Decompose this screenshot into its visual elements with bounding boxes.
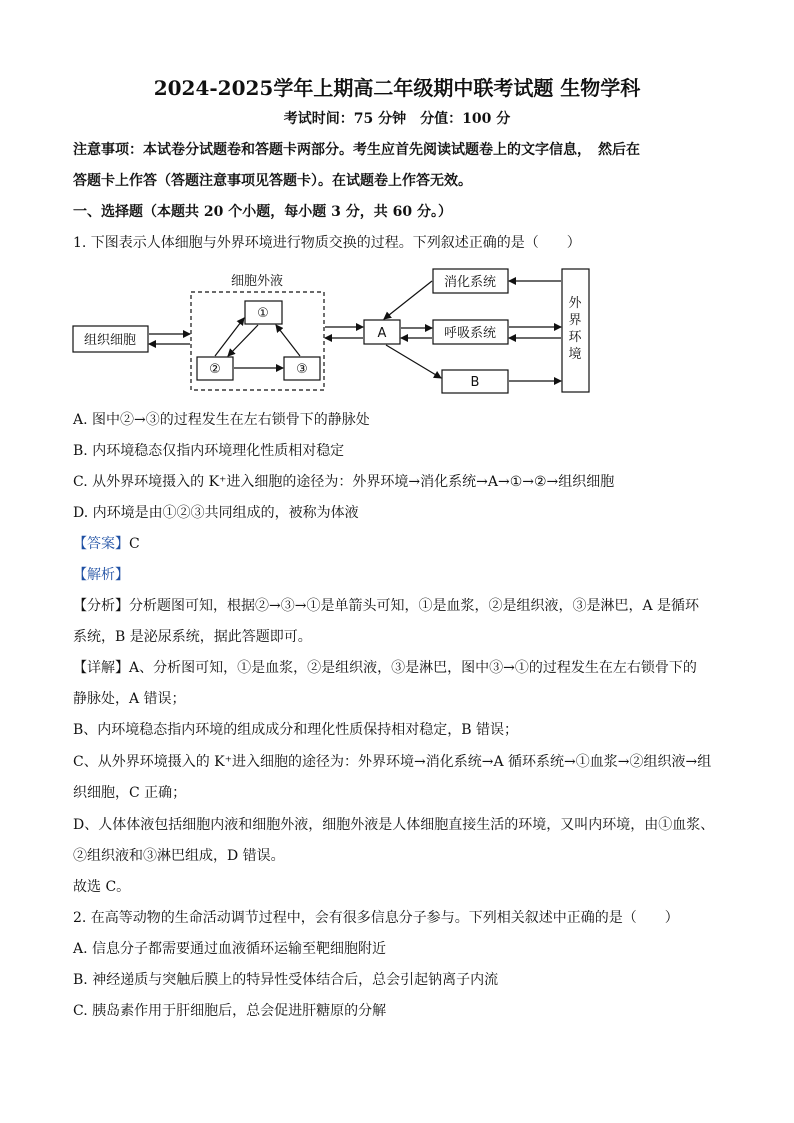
conclusion: 故选 C。 — [73, 879, 131, 895]
fenxi-line-1 — [73, 596, 734, 616]
fenxi-line-2: 系统，B 是泌尿系统，据此答题即可。 — [73, 629, 312, 645]
xiangjie-text-1: A、分析图可知，①是血浆，②是组织液，③是淋巴，图中③→①的过程发生在左右锁骨下的 — [129, 660, 697, 676]
q1-option-d: D. 内环境是由①②③共同组成的，被称为体液 — [73, 505, 359, 521]
respiratory-label: 呼吸系统 — [443, 326, 497, 341]
fenxi-text-1: 分析题图可知，根据②→③→①是单箭头可知，①是血浆，②是组织液，③是淋巴，A 是循环 — [129, 598, 700, 614]
node-1-label: ① — [257, 306, 269, 321]
extracellular-label: 细胞外液 — [230, 274, 284, 289]
arrow-1-to-2 — [228, 325, 258, 356]
q2-option-b: B. 神经递质与突触后膜上的特异性受体结合后，总会引起钠离子内流 — [73, 972, 499, 988]
external-char-1: 外 — [568, 296, 582, 311]
external-char-2: 界 — [568, 313, 582, 328]
notice-line-2: 答题卡上作答（答题注意事项见答题卡）。在试题卷上作答无效。 — [73, 173, 472, 189]
external-char-3: 环 — [568, 330, 582, 345]
xiangjie-line-4: C、从外界环境摄入的 K⁺进入细胞的途径为：外界环境→消化系统→A 循环系统→①血浆→②组织液→组 — [73, 754, 712, 770]
node-3-label: ③ — [296, 362, 308, 377]
question-2-stem: 2. 在高等动物的生命活动调节过程中，会有很多信息分子参与。下列相关叙述中正确的是（ ） — [73, 910, 679, 926]
question-1-stem: 1. 下图表示人体细胞与外界环境进行物质交换的过程。下列叙述正确的是（ ） — [73, 235, 581, 251]
xiangjie-tag: 【详解】 — [73, 660, 129, 676]
tissue-cell-label: 组织细胞 — [83, 333, 137, 348]
page-title: 2024-2025学年上期高二年级期中联考试题 生物学科 — [153, 76, 641, 100]
analysis-tag: 【解析】 — [73, 567, 129, 583]
xiangjie-line-1 — [73, 658, 734, 678]
fenxi-tag: 【分析】 — [73, 598, 129, 614]
node-2-label: ② — [209, 362, 221, 377]
digestive-label: 消化系统 — [443, 275, 497, 290]
arrow-a-to-b — [386, 345, 441, 378]
arrow-digestive-to-a — [384, 281, 432, 319]
q2-option-a: A. 信息分子都需要通过血液循环运输至靶细胞附近 — [73, 941, 387, 957]
xiangjie-line-5: 织细胞，C 正确； — [73, 785, 187, 801]
external-char-4: 境 — [568, 347, 582, 362]
notice-line-1: 注意事项：本试卷分试题卷和答题卡两部分。考生应首先阅读试题卷上的文字信息， 然后在 — [73, 142, 640, 158]
q1-option-c: C. 从外界环境摄入的 K⁺进入细胞的途径为：外界环境→消化系统→A→①→②→组织细胞 — [73, 474, 615, 490]
answer-value: C — [129, 536, 140, 552]
section-heading: 一、选择题（本题共 20 个小题，每小题 3 分，共 60 分。） — [73, 204, 452, 220]
q1-option-b: B. 内环境稳态仅指内环境理化性质相对稳定 — [73, 443, 345, 459]
arrow-3-to-1 — [276, 325, 300, 356]
node-a-label: A — [377, 326, 387, 341]
node-b-label: B — [470, 375, 480, 390]
xiangjie-line-6: D、人体体液包括细胞内液和细胞外液，细胞外液是人体细胞直接生活的环境，又叫内环境，由①血浆、 — [73, 817, 715, 833]
xiangjie-line-3: B、内环境稳态指内环境的组成成分和理化性质保持相对稳定，B 错误； — [73, 722, 519, 738]
answer-tag: 【答案】 — [73, 536, 129, 552]
xiangjie-line-2: 静脉处，A 错误； — [73, 691, 186, 707]
q1-answer — [73, 534, 734, 554]
xiangjie-line-7: ②组织液和③淋巴组成，D 错误。 — [73, 848, 285, 864]
q1-option-a: A. 图中②→③的过程发生在左右锁骨下的静脉处 — [73, 412, 370, 428]
arrow-2-to-1 — [215, 318, 244, 356]
q2-option-c: C. 胰岛素作用于肝细胞后，总会促进肝糖原的分解 — [73, 1003, 387, 1019]
exam-info: 考试时间：75 分钟 分值：100 分 — [283, 111, 511, 127]
